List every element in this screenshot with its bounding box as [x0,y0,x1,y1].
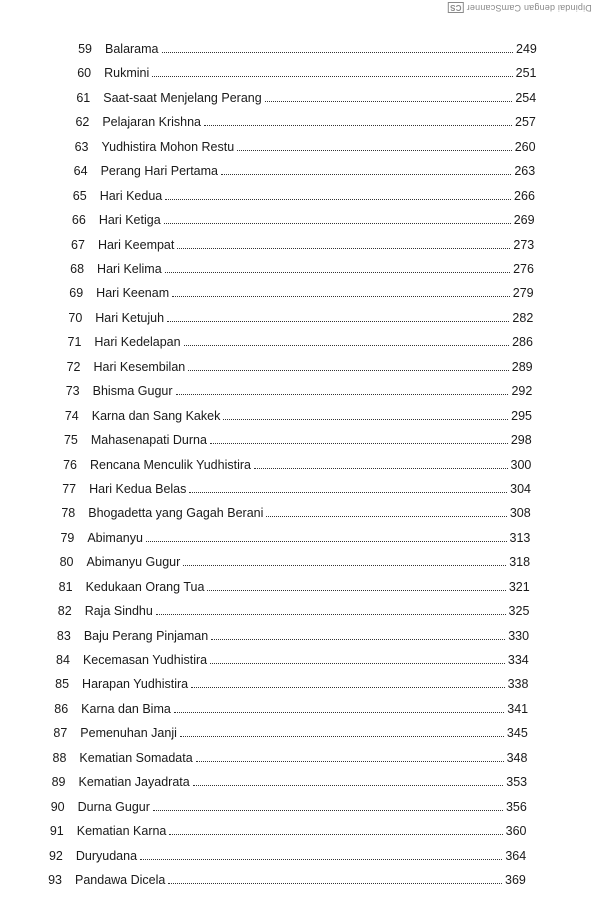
chapter-number: 68 [70,261,85,276]
page-number: 360 [505,824,527,839]
toc-entry [60,311,534,331]
chapter-title: Hari Kesembilan [93,359,186,374]
page-number: 266 [514,188,535,203]
dot-leader [211,629,505,640]
chapter-title: Saat-saat Menjelang Perang [103,90,262,105]
chapter-number: 73 [65,384,80,399]
page-number: 269 [513,213,535,228]
dot-leader [191,677,504,688]
chapter-title: Rukmini [104,66,150,81]
chapter-number: 83 [56,628,71,643]
toc-entry [44,775,529,795]
page-number: 325 [508,604,530,619]
chapter-number: 84 [56,653,70,668]
chapter-title: Hari Kedua Belas [89,481,187,496]
page-number: 345 [506,726,528,741]
chapter-title: Perang Hari Pertama [100,164,218,179]
page-number: 369 [505,873,526,887]
chapter-title: Harapan Yudhistira [82,677,189,692]
chapter-number: 85 [55,677,70,692]
toc-entry [59,335,534,355]
dot-leader [210,433,508,444]
page-number: 341 [507,701,529,716]
watermark-text: Dipindai dengan CamScanner [466,3,592,13]
toc-entry [68,91,537,111]
dot-leader [188,360,509,371]
page-number: 334 [507,653,529,668]
toc-entry [65,189,536,209]
chapter-number: 76 [63,457,77,472]
toc-entry [49,629,530,649]
page-number: 273 [513,237,535,252]
toc-entry [70,42,538,62]
chapter-number: 60 [77,66,92,81]
chapter-title: Hari Keempat [97,237,175,252]
toc-entry [42,824,528,844]
page-number: 356 [505,799,527,814]
page-number: 364 [505,848,527,863]
chapter-title: Hari Kedua [99,188,163,203]
toc-entry [56,433,533,453]
dot-leader [204,115,512,126]
chapter-title: Kecemasan Yudhistira [82,653,208,668]
dot-leader [237,140,512,151]
page-number: 257 [515,115,536,130]
chapter-title: Abimanyu [87,530,143,545]
camscanner-logo-icon: CS [450,3,462,12]
dot-leader [180,726,504,737]
page-number: 318 [509,555,531,570]
dot-leader [165,262,510,273]
toc-entry [61,286,535,306]
toc-entry [46,702,529,722]
page-number: 338 [507,677,529,692]
page-number: 313 [509,530,531,545]
page-number: 295 [511,408,532,423]
toc-entry [58,384,534,404]
page-number: 260 [514,139,536,154]
chapter-title: Duryudana [75,848,138,863]
chapter-title: Rencana Menculik Yudhistira [90,457,251,472]
page-number: 304 [510,481,532,496]
toc-entry [67,115,537,135]
dot-leader [254,458,508,469]
toc-entry [69,66,538,86]
toc-entry [66,164,537,184]
toc-entry [47,677,530,697]
chapter-number: 81 [58,579,73,594]
chapter-number: 88 [52,750,67,765]
chapter-title: Pelajaran Krishna [102,115,202,130]
dot-leader [152,66,512,77]
dot-leader [165,189,511,200]
dot-leader [207,580,505,591]
chapter-number: 91 [49,824,64,839]
page-number: 292 [511,384,533,399]
chapter-title: Hari Ketujuh [95,310,165,325]
page-number: 249 [516,42,537,56]
toc-entry [52,531,531,551]
scanner-watermark [448,2,592,13]
chapter-title: Karna dan Bima [81,701,171,716]
chapter-number: 90 [50,799,65,814]
chapter-number: 87 [53,726,68,741]
toc-entry [44,751,528,771]
toc-entry [62,262,535,282]
chapter-number: 70 [68,310,83,325]
dot-leader [189,482,507,493]
dot-leader [176,384,509,395]
toc-entry [41,849,527,869]
dot-leader [183,555,506,566]
chapter-number: 64 [73,164,88,179]
page-number: 300 [510,457,532,472]
chapter-number: 61 [76,90,91,105]
dot-leader [265,91,513,102]
chapter-number: 77 [62,481,77,496]
chapter-number: 82 [57,604,72,619]
page-number: 263 [514,164,536,179]
page-number: 276 [513,261,534,276]
chapter-number: 92 [48,848,63,863]
chapter-title: Mahasenapati Durna [90,433,207,448]
toc-entry [45,726,529,746]
chapter-number: 93 [48,873,62,887]
toc-entry [59,360,534,380]
chapter-title: Hari Ketiga [98,213,161,228]
dot-leader [162,42,514,53]
dot-leader [193,775,504,786]
chapter-number: 66 [71,213,86,228]
toc-entry [43,800,528,820]
dot-leader [210,653,505,664]
page-number: 279 [512,286,534,301]
toc-entry [51,580,531,600]
dot-leader [153,800,503,811]
chapter-title: Kematian Jayadrata [78,775,190,790]
chapter-title: Raja Sindhu [84,604,153,619]
chapter-title: Karna dan Sang Kakek [91,408,221,423]
toc-entry [57,409,533,429]
chapter-title: Pandawa Dicela [75,873,166,887]
dot-leader [146,531,507,542]
page-number: 308 [509,506,531,521]
chapter-number: 69 [69,286,84,301]
dot-leader [174,702,504,713]
toc-entry [55,458,533,478]
chapter-title: Balarama [105,42,159,56]
chapter-number: 74 [64,408,79,423]
toc-entry [64,213,536,233]
chapter-title: Hari Kelima [97,261,162,276]
page-number: 298 [510,433,532,448]
chapter-title: Kematian Somadata [79,750,193,765]
chapter-number: 80 [59,555,74,570]
toc-entry [50,604,531,624]
chapter-number: 67 [71,237,85,252]
chapter-number: 78 [61,506,76,521]
dot-leader [177,238,510,249]
chapter-title: Kematian Karna [76,824,167,839]
dot-leader [168,873,502,884]
dot-leader [140,849,502,860]
chapter-number: 72 [66,359,81,374]
toc-entry [66,140,536,160]
chapter-number: 63 [74,139,89,154]
chapter-title: Bhisma Gugur [92,384,173,399]
chapter-number: 71 [67,335,82,350]
chapter-number: 62 [75,115,90,130]
page-number: 321 [508,579,530,594]
dot-leader [164,213,511,224]
toc-entry [63,238,535,258]
toc-entry [53,506,532,526]
chapter-number: 65 [72,188,87,203]
dot-leader [221,164,511,175]
page-number: 254 [515,90,537,105]
toc-entry [40,873,527,893]
chapter-title: Hari Keenam [96,286,170,301]
dot-leader [169,824,502,835]
dot-leader [172,286,510,297]
dot-leader [196,751,504,762]
chapter-number: 59 [78,42,92,56]
toc-entry [51,555,531,575]
page-number: 289 [511,359,533,374]
chapter-title: Bhogadetta yang Gagah Berani [88,506,264,521]
chapter-number: 86 [54,701,69,716]
dot-leader [167,311,509,322]
chapter-number: 79 [60,530,75,545]
page-number: 353 [506,775,528,790]
dot-leader [266,506,506,517]
toc-entry [54,482,532,502]
chapter-title: Durna Gugur [77,799,150,814]
chapter-title: Yudhistira Mohon Restu [101,139,235,154]
chapter-number: 75 [63,433,78,448]
chapter-title: Hari Kedelapan [94,335,181,350]
chapter-title: Kedukaan Orang Tua [85,579,205,594]
chapter-number: 89 [51,775,66,790]
dot-leader [156,604,506,615]
page-number: 251 [515,66,537,81]
page-number: 348 [506,750,528,765]
dot-leader [223,409,508,420]
page-number: 282 [512,310,534,325]
chapter-title: Baju Perang Pinjaman [83,628,209,643]
toc-entry [48,653,530,673]
chapter-title: Pemenuhan Janji [80,726,177,741]
page-number: 330 [508,628,530,643]
dot-leader [184,335,510,346]
chapter-title: Abimanyu Gugur [86,555,181,570]
page-number: 286 [512,335,533,350]
